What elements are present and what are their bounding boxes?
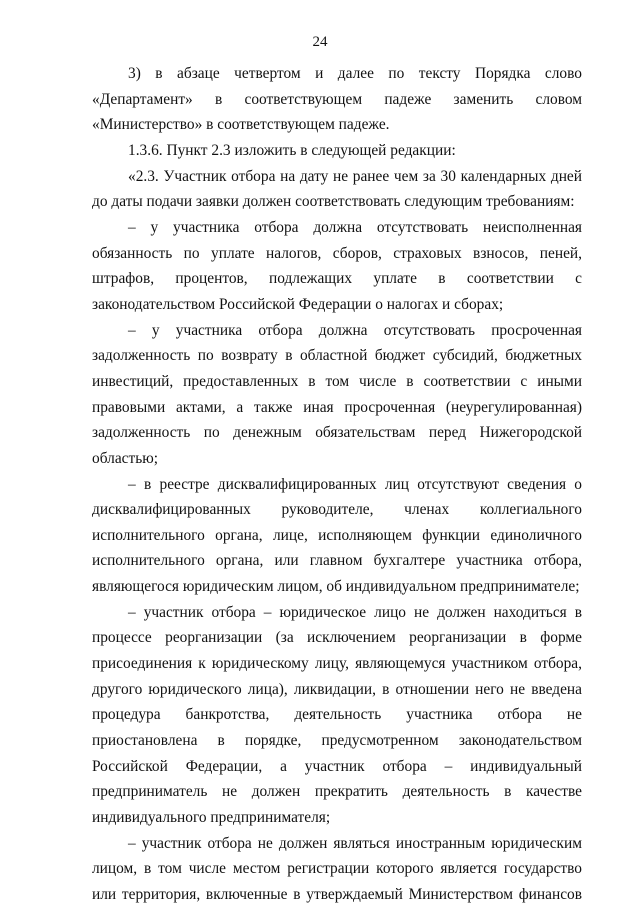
- paragraph-requirement-taxes: – у участника отбора должна отсутствовать неисполненная обязанность по уплате налогов, сборов, страховых взносов, пеней, штрафов, процентов, подлежащих уплате в соответствии с законодательством Российской Федерации о налогах и сборах;: [92, 218, 582, 313]
- paragraph-replace-department: 3) в абзаце четвертом и далее по тексту Порядка слово «Департамент» в соответствующем падеже заменить словом «Министерство» в соответствующем падеже.: [92, 65, 582, 134]
- paragraph-clause-2-3-intro: «2.3. Участник отбора на дату не ранее чем за 30 календарных дней до даты подачи заявки должен соответствовать следующим требованиям:: [92, 167, 582, 211]
- page-number: 24: [312, 34, 328, 50]
- paragraph-requirement-reorganization: – участник отбора – юридическое лицо не должен находиться в процессе реорганизации (за исключением реорганизации в форме присоединения к юридическому лицу, являющемуся участником отбора, другого юридического лица), ликвидации, в отношении него не введена процедура банкротства, деятельность участника отбора не приостановлена в порядке, предусмотренном законодательством Российской Федерации, а участник отбора – индивидуальный предприниматель не должен прекратить деятельность в качестве индивидуального предпринимателя;: [92, 603, 582, 827]
- paragraph-clause-1-3-6: 1.3.6. Пункт 2.3 изложить в следующей редакции:: [128, 141, 456, 159]
- paragraph-requirement-debt: – у участника отбора должна отсутствовать просроченная задолженность по возврату в областной бюджет субсидий, бюджетных инвестиций, предоставленных в том числе в соответствии с иными правовыми актами, а также иная просроченная (неурегулированная) задолженность по денежным обязательствам перед Нижегородской областью;: [92, 321, 582, 467]
- document-body: [92, 61, 582, 908]
- paragraph-requirement-disqualified: – в реестре дисквалифицированных лиц отсутствуют сведения о дисквалифицированных руководителе, членах коллегиального исполнительного органа, лице, исполняющем функции единоличного исполнительного органа, или главном бухгалтере участника отбора, являющегося юридическим лицом, об индивидуальном предпринимателе;: [92, 475, 582, 596]
- paragraph-requirement-foreign-entity: – участник отбора не должен являться иностранным юридическим лицом, в том числе местом регистрации которого является государство или территория, включенные в утверждаемый Министерством финансов: [92, 834, 582, 903]
